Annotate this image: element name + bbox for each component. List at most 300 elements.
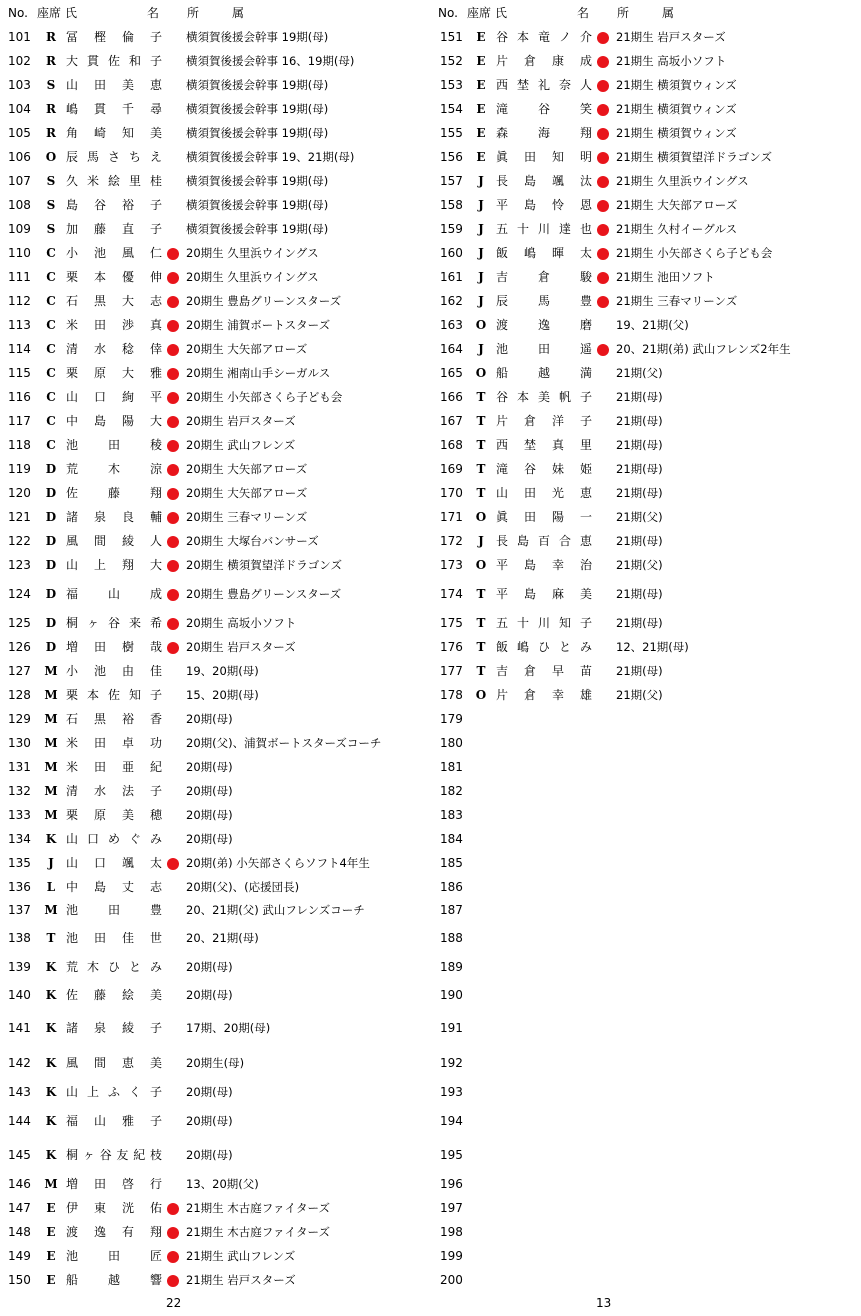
row-number: 132 bbox=[8, 784, 31, 798]
student-marker-dot bbox=[167, 618, 179, 630]
row-number: 163 bbox=[440, 318, 463, 332]
affiliation: 20期生 大矢部アローズ bbox=[186, 462, 308, 476]
person-name: 眞 田 知 明 bbox=[496, 150, 592, 164]
row-number: 131 bbox=[8, 760, 31, 774]
row-number: 149 bbox=[8, 1249, 31, 1263]
row-number: 191 bbox=[440, 1021, 463, 1035]
person-name: 中 島 丈 志 bbox=[66, 880, 162, 894]
row-number: 112 bbox=[8, 294, 31, 308]
seat-code: M bbox=[44, 808, 58, 822]
seat-code: O bbox=[475, 510, 487, 524]
person-name: 栗 原 美 穂 bbox=[66, 808, 162, 822]
row-number: 200 bbox=[440, 1273, 463, 1287]
affiliation: 20期(父)、浦賀ボートスターズコーチ bbox=[186, 736, 382, 750]
row-number: 161 bbox=[440, 270, 463, 284]
seat-code: O bbox=[475, 366, 487, 380]
person-name: 米 田 卓 功 bbox=[66, 736, 162, 750]
student-marker-dot bbox=[167, 858, 179, 870]
affiliation: 20、21期(弟) 武山フレンズ2年生 bbox=[616, 342, 791, 356]
student-marker-dot bbox=[597, 248, 609, 260]
affiliation: 20期生(母) bbox=[186, 1056, 245, 1070]
row-number: 184 bbox=[440, 832, 463, 846]
seat-code: C bbox=[46, 318, 56, 332]
person-name: 清 水 法 子 bbox=[66, 784, 162, 798]
affiliation: 20期(母) bbox=[186, 1085, 233, 1099]
affiliation: 20期(母) bbox=[186, 712, 233, 726]
row-number: 198 bbox=[440, 1225, 463, 1239]
person-name: 渡 逸 磨 bbox=[496, 318, 592, 332]
person-name: 渡 逸 有 翔 bbox=[66, 1225, 162, 1239]
student-marker-dot bbox=[597, 224, 609, 236]
row-number: 180 bbox=[440, 736, 463, 750]
seat-code: J bbox=[478, 174, 484, 188]
person-name: 池 田 匠 bbox=[66, 1249, 162, 1263]
affiliation: 20期生 大矢部アローズ bbox=[186, 342, 308, 356]
student-marker-dot bbox=[597, 296, 609, 308]
row-number: 151 bbox=[440, 30, 463, 44]
student-marker-dot bbox=[597, 176, 609, 188]
person-name: 平 島 幸 治 bbox=[496, 558, 592, 572]
student-marker-dot bbox=[167, 368, 179, 380]
affiliation: 21期生 横須賀望洋ドラゴンズ bbox=[616, 150, 772, 164]
row-number: 119 bbox=[8, 462, 31, 476]
row-number: 162 bbox=[440, 294, 463, 308]
affiliation: 20期生 大矢部アローズ bbox=[186, 486, 308, 500]
row-number: 158 bbox=[440, 198, 463, 212]
row-number: 116 bbox=[8, 390, 31, 404]
page-number-left: 22 bbox=[166, 1296, 182, 1310]
student-marker-dot bbox=[167, 488, 179, 500]
seat-code: M bbox=[44, 736, 58, 750]
row-number: 189 bbox=[440, 960, 463, 974]
student-marker-dot bbox=[597, 56, 609, 68]
person-name: 山 上 翔 大 bbox=[66, 558, 162, 572]
affiliation: 横須賀後援会幹事 19、21期(母) bbox=[186, 150, 355, 164]
seat-code: K bbox=[45, 832, 57, 846]
person-name: 桐 ヶ 谷 友 紀 枝 bbox=[66, 1148, 162, 1162]
seat-code: E bbox=[476, 126, 486, 140]
person-name: 冨 樫 倫 子 bbox=[66, 30, 162, 44]
seat-code: T bbox=[476, 664, 486, 678]
person-name: 谷 本 美 帆 子 bbox=[496, 390, 592, 404]
seat-code: T bbox=[46, 931, 56, 945]
row-number: 117 bbox=[8, 414, 31, 428]
seat-code: E bbox=[476, 54, 486, 68]
seat-code: D bbox=[45, 640, 57, 654]
person-name: 清 水 稔 倖 bbox=[66, 342, 162, 356]
affiliation: 21期(父) bbox=[616, 558, 663, 572]
person-name: 角 崎 知 美 bbox=[66, 126, 162, 140]
seat-code: C bbox=[46, 246, 56, 260]
affiliation: 21期(母) bbox=[616, 486, 663, 500]
row-number: 143 bbox=[8, 1085, 31, 1099]
seat-code: O bbox=[475, 318, 487, 332]
row-number: 128 bbox=[8, 688, 31, 702]
person-name: 山 上 ふ く 子 bbox=[66, 1085, 162, 1099]
person-name: 五 十 川 達 也 bbox=[496, 222, 592, 236]
row-number: 150 bbox=[8, 1273, 31, 1287]
row-number: 173 bbox=[440, 558, 463, 572]
affiliation: 21期(母) bbox=[616, 616, 663, 630]
person-name: 加 藤 直 子 bbox=[66, 222, 162, 236]
student-marker-dot bbox=[167, 560, 179, 572]
row-number: 148 bbox=[8, 1225, 31, 1239]
seat-code: E bbox=[46, 1225, 56, 1239]
seat-code: M bbox=[44, 664, 58, 678]
affiliation: 20期(弟) 小矢部さくらソフト4年生 bbox=[186, 856, 370, 870]
person-name: 辰 馬 さ ち え bbox=[66, 150, 162, 164]
seat-code: R bbox=[46, 102, 56, 116]
row-number: 179 bbox=[440, 712, 463, 726]
row-number: 190 bbox=[440, 988, 463, 1002]
row-number: 147 bbox=[8, 1201, 31, 1215]
affiliation: 横須賀後援会幹事 19期(母) bbox=[186, 198, 329, 212]
person-name: 小 池 由 佳 bbox=[66, 664, 162, 678]
affiliation: 15、20期(母) bbox=[186, 688, 259, 702]
student-marker-dot bbox=[167, 1275, 179, 1287]
row-number: 170 bbox=[440, 486, 463, 500]
person-name: 池 田 稜 bbox=[66, 438, 162, 452]
person-name: 西 埜 真 里 bbox=[496, 438, 592, 452]
seat-code: R bbox=[46, 30, 56, 44]
row-number: 139 bbox=[8, 960, 31, 974]
student-marker-dot bbox=[167, 536, 179, 548]
person-name: 山 口 絢 平 bbox=[66, 390, 162, 404]
header-shi: 氏 bbox=[495, 6, 508, 20]
header-sho: 所 bbox=[187, 6, 200, 20]
affiliation: 21期(母) bbox=[616, 534, 663, 548]
row-number: 172 bbox=[440, 534, 463, 548]
seat-code: J bbox=[478, 534, 484, 548]
seat-code: J bbox=[478, 222, 484, 236]
student-marker-dot bbox=[597, 152, 609, 164]
row-number: 129 bbox=[8, 712, 31, 726]
person-name: 山 口 颯 太 bbox=[66, 856, 162, 870]
affiliation: 21期生 横須賀ウィンズ bbox=[616, 78, 737, 92]
person-name: 風 間 綾 人 bbox=[66, 534, 162, 548]
row-number: 134 bbox=[8, 832, 31, 846]
affiliation: 20期生 久里浜ウイングス bbox=[186, 270, 319, 284]
seat-code: T bbox=[476, 616, 486, 630]
student-marker-dot bbox=[167, 1203, 179, 1215]
affiliation: 20期生 大塚台バンサーズ bbox=[186, 534, 319, 548]
header-seat: 座席 bbox=[467, 6, 492, 20]
person-name: 吉 倉 駿 bbox=[496, 270, 592, 284]
person-name: 福 山 雅 子 bbox=[66, 1114, 162, 1128]
row-number: 127 bbox=[8, 664, 31, 678]
seat-code: C bbox=[46, 294, 56, 308]
person-name: 池 田 佳 世 bbox=[66, 931, 162, 945]
header-sho: 所 bbox=[617, 6, 630, 20]
row-number: 165 bbox=[440, 366, 463, 380]
person-name: 栗 本 優 伸 bbox=[66, 270, 162, 284]
affiliation: 20期生 湘南山手シーガルス bbox=[186, 366, 331, 380]
student-marker-dot bbox=[167, 392, 179, 404]
row-number: 185 bbox=[440, 856, 463, 870]
seat-code: T bbox=[476, 462, 486, 476]
affiliation: 20期生 浦賀ボートスターズ bbox=[186, 318, 331, 332]
person-name: 小 池 風 仁 bbox=[66, 246, 162, 260]
page-number-right: 13 bbox=[596, 1296, 612, 1310]
affiliation: 21期生 木古庭ファイターズ bbox=[186, 1201, 330, 1215]
seat-code: D bbox=[45, 616, 57, 630]
row-number: 167 bbox=[440, 414, 463, 428]
student-marker-dot bbox=[167, 296, 179, 308]
affiliation: 20期生 豊島グリーンスターズ bbox=[186, 587, 342, 601]
student-marker-dot bbox=[167, 320, 179, 332]
person-name: 久 米 絵 里 桂 bbox=[66, 174, 162, 188]
row-number: 105 bbox=[8, 126, 31, 140]
affiliation: 21期(母) bbox=[616, 390, 663, 404]
seat-code: E bbox=[46, 1201, 56, 1215]
person-name: 諸 泉 綾 子 bbox=[66, 1021, 162, 1035]
person-name: 眞 田 陽 一 bbox=[496, 510, 592, 524]
affiliation: 21期生 池田ソフト bbox=[616, 270, 715, 284]
seat-code: M bbox=[44, 903, 58, 917]
row-number: 118 bbox=[8, 438, 31, 452]
row-number: 133 bbox=[8, 808, 31, 822]
affiliation: 21期(母) bbox=[616, 438, 663, 452]
row-number: 141 bbox=[8, 1021, 31, 1035]
seat-code: O bbox=[475, 688, 487, 702]
seat-code: M bbox=[44, 784, 58, 798]
person-name: 荒 木 涼 bbox=[66, 462, 162, 476]
affiliation: 21期生 岩戸スターズ bbox=[186, 1273, 296, 1287]
affiliation: 20期生 小矢部さくら子ども会 bbox=[186, 390, 343, 404]
affiliation: 13、20期(父) bbox=[186, 1177, 259, 1191]
person-name: 米 田 渉 真 bbox=[66, 318, 162, 332]
person-name: 風 間 恵 美 bbox=[66, 1056, 162, 1070]
row-number: 152 bbox=[440, 54, 463, 68]
row-number: 101 bbox=[8, 30, 31, 44]
person-name: 山 田 美 恵 bbox=[66, 78, 162, 92]
person-name: 船 越 響 bbox=[66, 1273, 162, 1287]
seat-code: K bbox=[45, 988, 57, 1002]
person-name: 米 田 亜 紀 bbox=[66, 760, 162, 774]
affiliation: 21期(母) bbox=[616, 462, 663, 476]
person-name: 山 田 光 恵 bbox=[496, 486, 592, 500]
affiliation: 横須賀後援会幹事 19期(母) bbox=[186, 222, 329, 236]
person-name: 森 海 翔 bbox=[496, 126, 592, 140]
affiliation: 20期生 豊島グリーンスターズ bbox=[186, 294, 342, 308]
seat-code: K bbox=[45, 1056, 57, 1070]
row-number: 111 bbox=[8, 270, 31, 284]
row-number: 176 bbox=[440, 640, 463, 654]
row-number: 195 bbox=[440, 1148, 463, 1162]
person-name: 長 島 颯 汰 bbox=[496, 174, 592, 188]
row-number: 166 bbox=[440, 390, 463, 404]
affiliation: 20期(母) bbox=[186, 832, 233, 846]
seat-code: C bbox=[46, 438, 56, 452]
person-name: 大 貫 佐 和 子 bbox=[66, 54, 162, 68]
row-number: 140 bbox=[8, 988, 31, 1002]
person-name: 西 埜 礼 奈 人 bbox=[496, 78, 592, 92]
row-number: 160 bbox=[440, 246, 463, 260]
row-number: 102 bbox=[8, 54, 31, 68]
student-marker-dot bbox=[167, 440, 179, 452]
student-marker-dot bbox=[597, 200, 609, 212]
header-seat: 座席 bbox=[37, 6, 62, 20]
seat-code: J bbox=[48, 856, 54, 870]
seat-code: D bbox=[45, 558, 57, 572]
row-number: 153 bbox=[440, 78, 463, 92]
person-name: 佐 藤 絵 美 bbox=[66, 988, 162, 1002]
row-number: 120 bbox=[8, 486, 31, 500]
affiliation: 20期生 高坂小ソフト bbox=[186, 616, 297, 630]
seat-code: C bbox=[46, 366, 56, 380]
affiliation: 20期生 岩戸スターズ bbox=[186, 414, 296, 428]
affiliation: 20期生 岩戸スターズ bbox=[186, 640, 296, 654]
person-name: 片 倉 康 成 bbox=[496, 54, 592, 68]
affiliation: 21期(母) bbox=[616, 664, 663, 678]
row-number: 108 bbox=[8, 198, 31, 212]
student-marker-dot bbox=[597, 344, 609, 356]
row-number: 137 bbox=[8, 903, 31, 917]
seat-code: S bbox=[46, 222, 56, 236]
seat-code: L bbox=[46, 880, 56, 894]
affiliation: 20期(母) bbox=[186, 784, 233, 798]
person-name: 中 島 陽 大 bbox=[66, 414, 162, 428]
row-number: 124 bbox=[8, 587, 31, 601]
student-marker-dot bbox=[597, 272, 609, 284]
row-number: 175 bbox=[440, 616, 463, 630]
row-number: 130 bbox=[8, 736, 31, 750]
seat-code: C bbox=[46, 390, 56, 404]
student-marker-dot bbox=[167, 512, 179, 524]
person-name: 谷 本 竜 ノ 介 bbox=[496, 30, 592, 44]
person-name: 滝 谷 笑 bbox=[496, 102, 592, 116]
row-number: 103 bbox=[8, 78, 31, 92]
seat-code: S bbox=[46, 198, 56, 212]
seat-code: J bbox=[478, 198, 484, 212]
row-number: 168 bbox=[440, 438, 463, 452]
student-marker-dot bbox=[167, 464, 179, 476]
affiliation: 21期(母) bbox=[616, 414, 663, 428]
seat-code: J bbox=[478, 270, 484, 284]
affiliation: 21期生 木古庭ファイターズ bbox=[186, 1225, 330, 1239]
person-name: 辰 馬 豊 bbox=[496, 294, 592, 308]
header-zoku: 属 bbox=[232, 6, 245, 20]
row-number: 183 bbox=[440, 808, 463, 822]
person-name: 平 島 麻 美 bbox=[496, 587, 592, 601]
affiliation: 20期(父)、(応援団長) bbox=[186, 880, 300, 894]
row-number: 187 bbox=[440, 903, 463, 917]
row-number: 171 bbox=[440, 510, 463, 524]
affiliation: 20期(母) bbox=[186, 1114, 233, 1128]
affiliation: 21期生 小矢部さくら子ども会 bbox=[616, 246, 773, 260]
person-name: 増 田 啓 行 bbox=[66, 1177, 162, 1191]
row-number: 169 bbox=[440, 462, 463, 476]
seat-code: J bbox=[478, 294, 484, 308]
row-number: 126 bbox=[8, 640, 31, 654]
affiliation: 20期(母) bbox=[186, 808, 233, 822]
affiliation: 21期生 三春マリーンズ bbox=[616, 294, 738, 308]
row-number: 110 bbox=[8, 246, 31, 260]
affiliation: 21期生 高坂小ソフト bbox=[616, 54, 727, 68]
row-number: 109 bbox=[8, 222, 31, 236]
row-number: 144 bbox=[8, 1114, 31, 1128]
person-name: 栗 本 佐 知 子 bbox=[66, 688, 162, 702]
row-number: 145 bbox=[8, 1148, 31, 1162]
student-marker-dot bbox=[597, 32, 609, 44]
row-number: 174 bbox=[440, 587, 463, 601]
row-number: 107 bbox=[8, 174, 31, 188]
seat-code: K bbox=[45, 1085, 57, 1099]
student-marker-dot bbox=[597, 80, 609, 92]
header-no: No. bbox=[8, 6, 28, 20]
seat-code: K bbox=[45, 960, 57, 974]
student-marker-dot bbox=[167, 248, 179, 260]
person-name: 船 越 満 bbox=[496, 366, 592, 380]
row-number: 155 bbox=[440, 126, 463, 140]
row-number: 123 bbox=[8, 558, 31, 572]
affiliation: 20期(母) bbox=[186, 1148, 233, 1162]
person-name: 池 田 豊 bbox=[66, 903, 162, 917]
person-name: 増 田 樹 哉 bbox=[66, 640, 162, 654]
row-number: 159 bbox=[440, 222, 463, 236]
seat-code: D bbox=[45, 486, 57, 500]
seat-code: E bbox=[476, 78, 486, 92]
row-number: 181 bbox=[440, 760, 463, 774]
person-name: 石 黒 大 志 bbox=[66, 294, 162, 308]
student-marker-dot bbox=[597, 104, 609, 116]
seat-code: D bbox=[45, 510, 57, 524]
seat-code: D bbox=[45, 534, 57, 548]
affiliation: 20期生 久里浜ウイングス bbox=[186, 246, 319, 260]
affiliation: 21期生 大矢部アローズ bbox=[616, 198, 738, 212]
seat-code: O bbox=[45, 150, 57, 164]
header-shi: 氏 bbox=[65, 6, 78, 20]
seat-code: K bbox=[45, 1114, 57, 1128]
affiliation: 横須賀後援会幹事 19期(母) bbox=[186, 126, 329, 140]
row-number: 142 bbox=[8, 1056, 31, 1070]
affiliation: 横須賀後援会幹事 19期(母) bbox=[186, 174, 329, 188]
seat-code: M bbox=[44, 712, 58, 726]
affiliation: 20期(母) bbox=[186, 960, 233, 974]
person-name: 片 倉 洋 子 bbox=[496, 414, 592, 428]
affiliation: 19、20期(母) bbox=[186, 664, 259, 678]
row-number: 194 bbox=[440, 1114, 463, 1128]
seat-code: R bbox=[46, 126, 56, 140]
affiliation: 20期(母) bbox=[186, 760, 233, 774]
seat-code: J bbox=[478, 342, 484, 356]
student-marker-dot bbox=[597, 128, 609, 140]
seat-code: E bbox=[476, 30, 486, 44]
person-name: 石 黒 裕 香 bbox=[66, 712, 162, 726]
affiliation: 20期生 三春マリーンズ bbox=[186, 510, 308, 524]
student-marker-dot bbox=[167, 1251, 179, 1263]
student-marker-dot bbox=[167, 272, 179, 284]
seat-code: C bbox=[46, 342, 56, 356]
row-number: 197 bbox=[440, 1201, 463, 1215]
affiliation: 21期生 横須賀ウィンズ bbox=[616, 102, 737, 116]
person-name: 池 田 遥 bbox=[496, 342, 592, 356]
seat-code: O bbox=[475, 558, 487, 572]
affiliation: 21期(母) bbox=[616, 587, 663, 601]
person-name: 島 谷 裕 子 bbox=[66, 198, 162, 212]
person-name: 滝 谷 妹 姫 bbox=[496, 462, 592, 476]
student-marker-dot bbox=[167, 642, 179, 654]
affiliation: 20期生 横須賀望洋ドラゴンズ bbox=[186, 558, 342, 572]
affiliation: 21期生 横須賀ウィンズ bbox=[616, 126, 737, 140]
row-number: 121 bbox=[8, 510, 31, 524]
row-number: 135 bbox=[8, 856, 31, 870]
seat-code: M bbox=[44, 1177, 58, 1191]
affiliation: 20期生 武山フレンズ bbox=[186, 438, 296, 452]
seat-code: T bbox=[476, 438, 486, 452]
seat-code: C bbox=[46, 270, 56, 284]
affiliation: 21期生 岩戸スターズ bbox=[616, 30, 726, 44]
